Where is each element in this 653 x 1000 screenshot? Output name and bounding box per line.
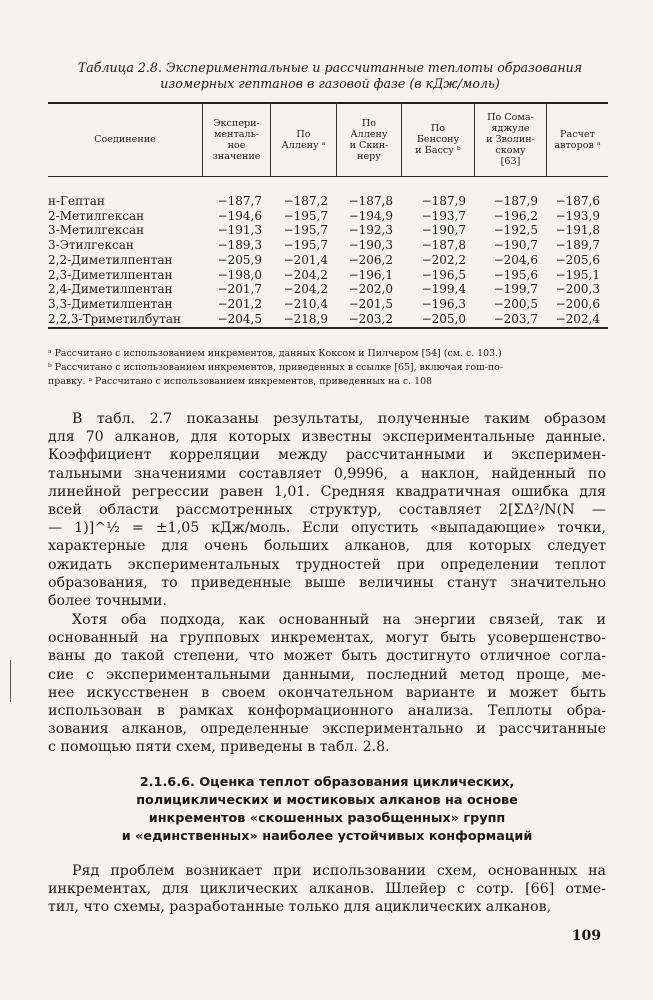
table-bottom-rule bbox=[48, 327, 608, 329]
footnote: правку. ᵃ Рассчитано с использованием инкрементов, приведенных на с. 108 bbox=[48, 376, 433, 387]
paragraph-3 bbox=[48, 862, 606, 917]
text-line: основанный на групповых инкрементах, могут быть усовершенство- bbox=[48, 630, 606, 647]
table-cell-value: −187,9 bbox=[493, 194, 538, 208]
table-cell-value: −199,7 bbox=[493, 282, 538, 297]
table-cell-value: −205,9 bbox=[217, 252, 262, 267]
text-line: тальными значениями составляет 0,9996, а наклон, найденный по bbox=[48, 465, 606, 482]
table-caption: Таблица 2.8. Экспериментальные и рассчитанные теплоты образования изомерных гептанов в газовой фазе (в кДж/моль) bbox=[77, 60, 583, 91]
footnote: ᵃ Рассчитано с использованием инкрементов, данных Коксом и Пилчером [54] (см. с. 103.) bbox=[48, 348, 502, 359]
table-cell-value: −190,7 bbox=[493, 238, 538, 253]
text-line: всей области рассмотренных структур, составляет 2[ΣΔ²/N(N — bbox=[48, 501, 606, 518]
table-cell-value: −218,9 bbox=[283, 311, 328, 326]
table-cell-value: −195,6 bbox=[493, 267, 538, 282]
text-line: зования алканов, определенные экспериментально и рассчитанные bbox=[48, 721, 606, 738]
paragraph-2 bbox=[48, 611, 606, 757]
table-cell-value: −196,2 bbox=[493, 208, 538, 223]
table-cell-value: −202,4 bbox=[555, 311, 600, 326]
table-cell-value: −187,6 bbox=[555, 194, 600, 208]
text-line: Ряд проблем возникает при использовании схем, основанных на bbox=[72, 863, 606, 879]
compound-name: 2,3-Диметилпентан bbox=[48, 267, 173, 282]
text-line: более точными. bbox=[48, 592, 167, 609]
compound-name: н-Гептан bbox=[48, 194, 105, 208]
table-cell-value: −192,5 bbox=[493, 223, 538, 238]
paragraph-1 bbox=[48, 410, 606, 610]
table-cell-value: −202,2 bbox=[421, 252, 466, 267]
text-line: — 1)]^½ = ±1,05 кДж/моль. Если опустить «выпадающие» точки, bbox=[48, 520, 606, 537]
header-compound: Соединение bbox=[94, 134, 156, 145]
table-cell-value: −204,2 bbox=[283, 267, 328, 282]
text-line: с помощью пяти схем, приведены в табл. 2.8. bbox=[48, 739, 390, 756]
text-line: нее искусственен в своем окончательном варианте и может быть bbox=[48, 684, 606, 701]
table-row bbox=[48, 223, 608, 237]
table-cell-value: −191,3 bbox=[217, 223, 262, 238]
header-benson-bass: По Бенсону и Бассу ᵇ bbox=[415, 123, 461, 156]
table-cell-value: −192,3 bbox=[348, 223, 393, 238]
compound-name: 3-Этилгексан bbox=[48, 238, 134, 253]
compound-name: 2,4-Диметилпентан bbox=[48, 282, 173, 297]
compound-name: 3,3-Диметилпентан bbox=[48, 296, 173, 311]
text-line: линейной регрессии равен 1,01. Средняя квадратичная ошибка для bbox=[48, 483, 606, 500]
table-cell-value: −201,5 bbox=[348, 296, 393, 311]
table-cell-value: −200,3 bbox=[555, 282, 600, 297]
table-cell-value: −198,0 bbox=[217, 267, 262, 282]
table-cell-value: −199,4 bbox=[421, 282, 466, 297]
table-row bbox=[48, 268, 608, 282]
text-line: Коэффициент корреляции между рассчитанными и эксперимен- bbox=[48, 447, 606, 464]
table-cell-value: −196,3 bbox=[421, 296, 466, 311]
text-line: сие с экспериментальными данными, последний метод проще, ме- bbox=[48, 666, 606, 683]
table-cell-value: −187,7 bbox=[217, 194, 262, 208]
header-allen-skinner: По Аллену и Скин- неру bbox=[349, 117, 389, 162]
table-cell-value: −201,7 bbox=[217, 282, 262, 297]
header-experimental: Экспери- менталь- ное значение bbox=[212, 117, 261, 162]
table-cell-value: −205,6 bbox=[555, 252, 600, 267]
table-cell-value: −196,1 bbox=[348, 267, 393, 282]
compound-name: 2,2,3-Триметилбутан bbox=[48, 311, 182, 326]
table-cell-value: −187,8 bbox=[348, 194, 393, 208]
table-cell-value: −201,4 bbox=[283, 252, 328, 267]
table-cell-value: −189,3 bbox=[217, 238, 262, 253]
table-cell-value: −194,6 bbox=[217, 208, 262, 223]
table-cell-value: −193,9 bbox=[555, 208, 600, 223]
table-row bbox=[48, 194, 608, 208]
table-cell-value: −193,7 bbox=[421, 208, 466, 223]
table-row bbox=[48, 209, 608, 223]
table-cell-value: −201,2 bbox=[217, 296, 262, 311]
table-cell-value: −200,5 bbox=[493, 296, 538, 311]
text-line: образования, то приведенные выше величины станут значительно bbox=[48, 574, 606, 591]
table-cell-value: −195,7 bbox=[283, 208, 328, 223]
table-cell-value: −195,7 bbox=[283, 223, 328, 238]
table-cell-value: −202,0 bbox=[348, 282, 393, 297]
table-cell-value: −190,3 bbox=[348, 238, 393, 253]
table-cell-value: −194,9 bbox=[348, 208, 393, 223]
section-heading: 2.1.6.6. Оценка теплот образования циклических, полициклических и мостиковых алканов на основе инкрементов «скошенных разобщенных» групп и «единственных» наиболее устойчивых конформаций bbox=[121, 775, 533, 844]
text-line: для 70 алканов, для которых известны экспериментальные данные. bbox=[48, 429, 606, 446]
table-row bbox=[48, 238, 608, 252]
table-row bbox=[48, 312, 608, 326]
table-row bbox=[48, 253, 608, 267]
text-line: В табл. 2.7 показаны результаты, полученные таким образом bbox=[72, 411, 606, 427]
header-authors: Расчет авторов ᵃ bbox=[554, 128, 601, 151]
text-line: ожидать экспериментальных трудностей при определении теплот bbox=[48, 556, 606, 573]
table-cell-value: −189,7 bbox=[555, 238, 600, 253]
table-header-rule bbox=[48, 176, 608, 177]
compound-name: 2,2-Диметилпентан bbox=[48, 252, 173, 267]
text-line: тил, что схемы, разработанные только для ациклических алканов, bbox=[48, 899, 552, 916]
header-somayajulu: По Сома- яджуле и Зволин- скому [63] bbox=[486, 112, 535, 167]
table-row bbox=[48, 297, 608, 311]
compound-name: 2-Метилгексан bbox=[48, 208, 145, 223]
compound-name: 3-Метилгексан bbox=[48, 223, 145, 238]
page-number: 109 bbox=[571, 928, 601, 944]
text-line: Хотя оба подхода, как основанный на энергии связей, так и bbox=[72, 612, 606, 628]
table-cell-value: −205,0 bbox=[421, 311, 466, 326]
table-cell-value: −195,1 bbox=[555, 267, 600, 282]
table-cell-value: −196,5 bbox=[421, 267, 466, 282]
text-line: использован в рамках конформационного анализа. Теплоты обра- bbox=[48, 702, 606, 719]
table-row bbox=[48, 282, 608, 296]
footnote: ᵇ Рассчитано с использованием инкрементов, приведенных в ссылке [65], включая гош-по- bbox=[48, 362, 503, 373]
table-cell-value: −204,5 bbox=[217, 311, 262, 326]
text-line: характерные для очень больших алканов, для которых следует bbox=[48, 538, 606, 555]
table-cell-value: −204,2 bbox=[283, 282, 328, 297]
table-footnotes bbox=[48, 347, 608, 389]
table-cell-value: −206,2 bbox=[348, 252, 393, 267]
table-cell-value: −203,2 bbox=[348, 311, 393, 326]
table-cell-value: −187,2 bbox=[283, 194, 328, 208]
table-cell-value: −187,9 bbox=[421, 194, 466, 208]
table-cell-value: −210,4 bbox=[283, 296, 328, 311]
table-cell-value: −204,6 bbox=[493, 252, 538, 267]
text-line: ваны до такой степени, что может быть достигнуто отличное согла- bbox=[48, 648, 606, 665]
table-cell-value: −195,7 bbox=[283, 238, 328, 253]
table-cell-value: −203,7 bbox=[493, 311, 538, 326]
text-line: инкрементах, для циклических алканов. Шлейер с сотр. [66] отме- bbox=[48, 881, 606, 898]
header-allen: По Аллену ᵃ bbox=[281, 128, 326, 151]
table-cell-value: −190,7 bbox=[421, 223, 466, 238]
table-cell-value: −200,6 bbox=[555, 296, 600, 311]
margin-mark bbox=[10, 660, 11, 702]
table-cell-value: −187,8 bbox=[421, 238, 466, 253]
table-cell-value: −191,8 bbox=[555, 223, 600, 238]
